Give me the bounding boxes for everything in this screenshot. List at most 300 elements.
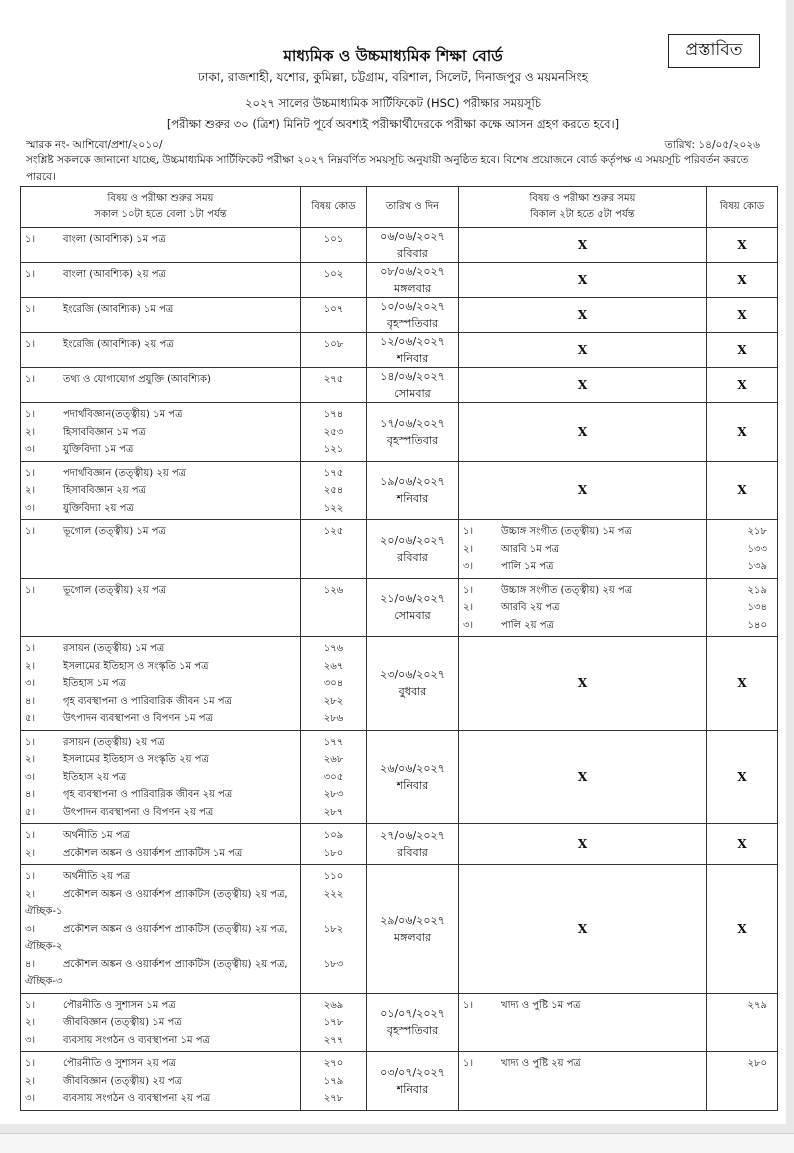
serial-number: ২।: [25, 426, 36, 438]
exam-date: ০৬/০৬/২০২৭: [380, 230, 445, 243]
subject-cell: [21, 403, 301, 462]
subject-code: ১৮২: [323, 923, 344, 935]
exam-date: ১৭/০৬/২০২৭: [380, 416, 445, 430]
subject-code: ২৫৩: [323, 426, 344, 438]
subject-line: [25, 956, 296, 991]
subject-name: জীববিজ্ঞান (তত্ত্বীয়) ২য় পত্র: [63, 1075, 182, 1087]
subject-line: [25, 441, 296, 459]
subject-cell: [21, 263, 301, 298]
subject-name: আরবি ১ম পত্র: [501, 543, 560, 555]
table-row: [21, 824, 778, 865]
serial-number: ৪।: [25, 695, 36, 707]
date-day-header: তারিখ ও দিন: [367, 187, 459, 228]
subject-list: [459, 579, 706, 637]
subject-list: [21, 403, 300, 461]
code-cell: [707, 578, 778, 637]
subject-name: খাদ্য ও পুষ্টি ১ম পত্র: [501, 999, 581, 1011]
exam-date: ২৬/০৬/২০২৭: [380, 761, 445, 775]
subject-name: ব্যবসায় সংগঠন ও ব্যবস্থাপনা ২য় পত্র: [63, 1093, 211, 1104]
subject-code: ১৮৩: [323, 958, 344, 970]
subject-list: [21, 333, 300, 356]
issue-date: তারিখ: ১৪/০৫/২০২৬: [664, 139, 760, 151]
subject-list: [21, 263, 300, 286]
notice-text: সংশ্লিষ্ট সকলকে জানানো যাচ্ছে, উচ্চমাধ্যমিক সার্টিফিকেট পরীক্ষা ২০২৭ নিম্নবর্ণিত সময়সূচি অনুযায়ী অনুষ্ঠিত হবে। বিশেষ প্রয়োজনে বোর্ড কর্তৃপক্ষ এ সময়সূচি পরিবর্তন করতে পারবে।: [26, 154, 749, 183]
subject-code: ১২৫: [323, 526, 344, 537]
subject-code: ২৬৯: [323, 999, 344, 1011]
subject-line: [25, 769, 296, 787]
exam-date: ২০/০৬/২০২৭: [380, 533, 445, 547]
subject-list: [21, 865, 300, 993]
table-row: [21, 993, 778, 1052]
afternoon-subject-header: [459, 187, 707, 228]
subject-code: ১০৮: [323, 339, 344, 350]
subject-name: হিসাববিজ্ঞান ২য় পত্র: [63, 485, 146, 496]
date-day-cell: [367, 993, 459, 1052]
exam-instruction: [পরীক্ষা শুরুর ৩০ (ত্রিশ) মিনিট পূর্বে অবশ্যই পরীক্ষার্থীদেরকে পরীক্ষা কক্ষে আসন গ্রহণ করতে হবে।]: [166, 117, 620, 131]
subject-line: [25, 658, 296, 676]
subject-line: [25, 827, 296, 845]
no-exam-code-mark: X: [707, 333, 778, 368]
serial-number: ২।: [25, 660, 36, 672]
date-day-cell: [367, 578, 459, 637]
proposed-badge: প্রস্তাবিত: [668, 34, 760, 68]
schedule-body: [21, 228, 778, 1111]
exam-day: শনিবার: [396, 778, 429, 792]
subject-code: ২৮২: [323, 695, 344, 707]
serial-number: ৩।: [25, 771, 36, 783]
date-day-cell: [367, 865, 459, 994]
subject-list: [21, 579, 300, 602]
subject-cell: [21, 865, 301, 994]
subject-line: [25, 406, 296, 424]
subject-name: আরবি ২য় পত্র: [501, 602, 560, 613]
exam-date: ২৩/০৬/২০২৭: [380, 668, 445, 682]
subject-name: ভূগোল (তত্ত্বীয়) ১ম পত্র: [63, 526, 166, 537]
subject-code: ২৮৩: [323, 789, 344, 800]
subject-name: গৃহ ব্যবস্থাপনা ও পারিবারিক জীবন ১ম পত্র: [63, 695, 232, 707]
exam-day: বৃহস্পতিবার: [386, 1024, 439, 1038]
subject-code: ২৭৭: [323, 1034, 344, 1046]
subject-list: [21, 731, 300, 824]
no-exam-mark: X: [459, 865, 707, 994]
serial-number: ১।: [25, 584, 36, 596]
subject-cell: [21, 578, 301, 637]
exam-date: ২৯/০৬/২০২৭: [380, 913, 445, 927]
table-row: [21, 263, 778, 298]
subject-code: ১৭৬: [323, 643, 344, 654]
subject-list: [21, 298, 300, 321]
subject-code: ১৩৪: [747, 602, 767, 613]
serial-number: ১।: [25, 999, 36, 1011]
subject-cell: [21, 298, 301, 333]
subject-name: প্রকৌশল অঙ্কন ও ওয়ার্কশপ প্র্যাকটিস (তত্ত্বীয়) ২য় পত্র, ঐচ্ছিক-২: [25, 923, 288, 952]
subject-line: [25, 500, 296, 518]
code-cell: [301, 298, 367, 333]
code-list: [301, 579, 366, 602]
no-exam-mark: X: [459, 461, 707, 520]
no-exam-mark: X: [459, 368, 707, 403]
subject-cell: [459, 1052, 707, 1111]
subject-line: [25, 751, 296, 769]
subject-name: ব্যবসায় সংগঠন ও ব্যবস্থাপনা ১ম পত্র: [63, 1034, 210, 1046]
serial-number: ৩।: [25, 502, 36, 514]
subject-line: [25, 804, 296, 822]
code-cell: [301, 993, 367, 1052]
morning-header-line2: সকাল ১০টা হতে বেলা ১টা পর্যন্ত: [94, 209, 227, 220]
code-cell: [301, 368, 367, 403]
serial-number: ১।: [463, 584, 474, 596]
code-cell: [301, 228, 367, 263]
subject-line: [25, 523, 296, 541]
no-exam-code-mark: X: [707, 461, 778, 520]
code-cell: [707, 993, 778, 1052]
exam-day: সোমবার: [394, 387, 431, 400]
date-day-cell: [367, 824, 459, 865]
code-cell: [301, 403, 367, 462]
subject-code: ১৮০: [323, 847, 344, 859]
serial-number: ৩।: [25, 1093, 36, 1104]
subject-cell: [21, 461, 301, 520]
subject-name: হিসাববিজ্ঞান ১ম পত্র: [63, 426, 146, 438]
code-cell: [707, 520, 778, 579]
serial-number: ১।: [25, 304, 36, 315]
subject-code: ১৭৮: [323, 1017, 344, 1028]
subject-cell: [459, 993, 707, 1052]
subject-code: ১২১: [323, 444, 344, 455]
code-list: [301, 520, 366, 543]
code-cell: [301, 637, 367, 731]
table-row: [21, 520, 778, 579]
subject-line: [25, 693, 296, 711]
subject-name: খাদ্য ও পুষ্টি ২য় পত্র: [501, 1058, 581, 1069]
subject-name: ইংরেজি (আবশ্যিক) ২য় পত্র: [63, 339, 174, 350]
serial-number: ৩।: [463, 619, 474, 631]
subject-list: [21, 637, 300, 730]
board-cities: ঢাকা, রাজশাহী, যশোর, কুমিল্লা, চট্টগ্রাম, বরিশাল, সিলেট, দিনাজপুর ও ময়মনসিংহ: [198, 70, 588, 84]
subject-code: ১০৭: [323, 304, 344, 315]
code-list: [707, 1052, 777, 1075]
serial-number: ১।: [25, 234, 36, 245]
code-cell: [301, 824, 367, 865]
subject-code: ১৩৯: [747, 561, 767, 572]
subject-line: [463, 1055, 702, 1073]
serial-number: ১।: [25, 409, 36, 420]
subject-name: ইতিহাস ২য় পত্র: [63, 771, 127, 783]
date-day-cell: [367, 368, 459, 403]
subject-list: [459, 994, 706, 1017]
exam-day: বুধবার: [398, 685, 427, 699]
subject-list: [459, 1052, 706, 1075]
subject-line: [25, 786, 296, 804]
subject-cell: [21, 520, 301, 579]
subject-code: ২৭৮: [323, 1093, 344, 1104]
memo-number: স্মারক নং- আশিবো/প্রশা/২০১০/: [26, 139, 163, 151]
subject-name: উৎপাদন ব্যবস্থাপনা ও বিপণন ১ম পত্র: [63, 713, 213, 724]
subject-line: [25, 1032, 296, 1050]
serial-number: ২।: [25, 1017, 36, 1028]
subject-line: [25, 640, 296, 658]
subject-list: [21, 462, 300, 520]
subject-list: [21, 368, 300, 391]
no-exam-mark: X: [459, 637, 707, 731]
table-row: [21, 403, 778, 462]
code-list: [301, 263, 366, 286]
subject-name: পৌরনীতি ও সুশাসন ১ম পত্র: [63, 999, 176, 1011]
table-row: [21, 730, 778, 824]
subject-cell: [21, 730, 301, 824]
serial-number: ২।: [25, 754, 36, 765]
no-exam-mark: X: [459, 298, 707, 333]
subject-line: [463, 558, 702, 576]
subject-line: [25, 371, 296, 389]
code-list: [707, 520, 777, 578]
subject-cell: [21, 824, 301, 865]
exam-day: শনিবার: [396, 1082, 429, 1096]
date-day-cell: [367, 461, 459, 520]
subject-name: উৎপাদন ব্যবস্থাপনা ও বিপণন ২য় পত্র: [63, 806, 214, 818]
subject-cell: [21, 333, 301, 368]
morning-header-line1: বিষয় ও পরীক্ষা শুরুর সময়: [107, 193, 214, 204]
subject-code: ১২৬: [323, 584, 344, 596]
no-exam-code-mark: X: [707, 263, 778, 298]
subject-name: প্রকৌশল অঙ্কন ও ওয়ার্কশপ প্র্যাকটিস ১ম পত্র: [63, 847, 243, 859]
exam-day: রবিবার: [397, 247, 428, 260]
subject-cell: [21, 637, 301, 731]
code-header: বিষয় কোড: [301, 187, 367, 228]
subject-line: [25, 482, 296, 500]
no-exam-code-mark: X: [707, 730, 778, 824]
subject-line: [463, 997, 702, 1015]
table-row: [21, 368, 778, 403]
subject-line: [25, 582, 296, 600]
exam-date: ২১/০৬/২০২৭: [380, 592, 445, 606]
subject-name: পালি ২য় পত্র: [501, 619, 554, 631]
exam-day: মঙ্গলবার: [394, 930, 431, 944]
date-day-cell: [367, 333, 459, 368]
subject-name: ইসলামের ইতিহাস ও সংস্কৃতি ২য় পত্র: [63, 754, 209, 765]
table-row: [21, 865, 778, 994]
serial-number: ৩।: [25, 923, 36, 935]
subject-line: [25, 868, 296, 886]
subject-code: ২১৮: [747, 526, 767, 537]
exam-date: ১০/০৬/২০২৭: [380, 300, 445, 313]
subject-code: ২২২: [323, 888, 344, 900]
serial-number: ১।: [25, 871, 36, 882]
date-day-cell: [367, 228, 459, 263]
serial-number: ২।: [25, 888, 36, 900]
subject-code: ১৪০: [747, 619, 767, 631]
subject-list: [459, 520, 706, 578]
subject-name: পালি ১ম পত্র: [501, 561, 554, 572]
code-list: [301, 333, 366, 356]
no-exam-code-mark: X: [707, 298, 778, 333]
subject-name: প্রকৌশল অঙ্কন ও ওয়ার্কশপ প্র্যাকটিস (তত্ত্বীয়) ২য় পত্র, ঐচ্ছিক-১: [25, 888, 288, 917]
code-cell: [301, 333, 367, 368]
code-cell: [301, 520, 367, 579]
subject-code: ২১৯: [747, 584, 767, 596]
serial-number: ৩।: [25, 1034, 36, 1046]
exam-day: রবিবার: [397, 846, 428, 859]
no-exam-code-mark: X: [707, 368, 778, 403]
exam-date: ০৮/০৬/২০২৭: [380, 265, 445, 278]
code-list: [301, 1052, 366, 1110]
subject-code: ৩০৪: [323, 678, 344, 689]
exam-day: সোমবার: [394, 609, 431, 623]
no-exam-code-mark: X: [707, 637, 778, 731]
afternoon-header-line2: বিকাল ২টা হতে ৫টা পর্যন্ত: [530, 209, 635, 220]
code-cell: [301, 730, 367, 824]
serial-number: ৪।: [25, 958, 36, 970]
no-exam-code-mark: X: [707, 403, 778, 462]
subject-line: [25, 1014, 296, 1032]
serial-number: ১।: [463, 1058, 474, 1069]
subject-name: রসায়ন (তত্ত্বীয়) ১ম পত্র: [63, 643, 165, 654]
no-exam-code-mark: X: [707, 824, 778, 865]
date-day-cell: [367, 298, 459, 333]
code-list: [301, 403, 366, 461]
table-row: [21, 461, 778, 520]
serial-number: ১।: [25, 736, 36, 748]
subject-cell: [21, 228, 301, 263]
subject-name: জীববিজ্ঞান (তত্ত্বীয়) ১ম পত্র: [63, 1017, 182, 1028]
subject-name: গৃহ ব্যবস্থাপনা ও পারিবারিক জীবন ২য় পত্র: [63, 789, 233, 800]
subject-line: [463, 541, 702, 559]
serial-number: ১।: [463, 999, 474, 1011]
subject-line: [25, 336, 296, 354]
subject-name: পদার্থবিজ্ঞান (তত্ত্বীয়) ২য় পত্র: [63, 467, 187, 479]
serial-number: ১।: [25, 339, 36, 350]
date-day-cell: [367, 403, 459, 462]
code-cell: [301, 263, 367, 298]
subject-list: [21, 824, 300, 864]
serial-number: ২।: [463, 543, 474, 555]
table-header-row: [21, 187, 778, 228]
no-exam-mark: X: [459, 228, 707, 263]
exam-date: ০১/০৭/২০২৭: [380, 1007, 445, 1021]
subject-cell: [21, 368, 301, 403]
afternoon-header-line1: বিষয় ও পরীক্ষা শুরুর সময়: [529, 193, 636, 204]
subject-code: ২৮৭: [323, 806, 344, 818]
subject-line: [463, 523, 702, 541]
subject-cell: [459, 578, 707, 637]
subject-line: [25, 1055, 296, 1073]
serial-number: ১।: [25, 269, 36, 280]
exam-date: ১২/০৬/২০২৭: [380, 335, 445, 348]
subject-list: [21, 994, 300, 1052]
morning-subject-header: [21, 187, 301, 228]
subject-code: ১৭৯: [323, 1075, 344, 1087]
subject-line: [25, 886, 296, 921]
subject-line: [25, 1073, 296, 1091]
subject-line: [25, 997, 296, 1015]
subject-name: প্রকৌশল অঙ্কন ও ওয়ার্কশপ প্র্যাকটিস (তত্ত্বীয়) ২য় পত্র, ঐচ্ছিক-৩: [25, 958, 288, 987]
code-list: [707, 994, 777, 1017]
subject-code: ৩০৫: [323, 771, 344, 783]
exam-day: শনিবার: [396, 492, 429, 506]
subject-line: [463, 617, 702, 635]
subject-line: [25, 465, 296, 483]
serial-number: ২।: [25, 485, 36, 496]
date-day-cell: [367, 1052, 459, 1111]
serial-number: ১।: [25, 643, 36, 654]
code-list: [301, 462, 366, 520]
subject-code: ১০১: [323, 234, 344, 245]
exam-date: ২৭/০৬/২০২৭: [380, 829, 445, 842]
serial-number: ৫।: [25, 713, 36, 724]
table-row: [21, 298, 778, 333]
code-list: [301, 731, 366, 824]
serial-number: ১।: [25, 467, 36, 479]
exam-day: মঙ্গলবার: [394, 282, 431, 295]
subject-code: ১২২: [323, 502, 344, 514]
serial-number: ১।: [25, 526, 36, 537]
subject-line: [25, 424, 296, 442]
date-day-cell: [367, 520, 459, 579]
subject-code: ২৮০: [747, 1058, 767, 1069]
subject-line: [25, 231, 296, 249]
subject-line: [25, 710, 296, 728]
subject-name: তথ্য ও যোগাযোগ প্রযুক্তি (আবশ্যিক): [63, 374, 211, 385]
subject-code: ১৭৪: [323, 409, 344, 420]
subject-line: [25, 734, 296, 752]
serial-number: ৩।: [25, 678, 36, 689]
code-list: [707, 579, 777, 637]
table-row: [21, 637, 778, 731]
subject-name: অর্থনীতি ১ম পত্র: [63, 830, 130, 841]
subject-code: ২৮৬: [323, 713, 344, 724]
subject-list: [21, 1052, 300, 1110]
afternoon-code-header: বিষয় কোড: [707, 187, 778, 228]
subject-code: ১৩৩: [747, 543, 767, 555]
subject-name: অর্থনীতি ২য় পত্র: [63, 871, 131, 882]
no-exam-mark: X: [459, 263, 707, 298]
exam-day: বৃহস্পতিবার: [386, 317, 439, 330]
exam-date: ০৩/০৭/২০২৭: [380, 1065, 445, 1079]
code-cell: [301, 1052, 367, 1111]
board-title: মাধ্যমিক ও উচ্চমাধ্যমিক শিক্ষা বোর্ড: [283, 47, 503, 65]
exam-date: ১৪/০৬/২০২৭: [380, 370, 445, 383]
exam-day: বৃহস্পতিবার: [386, 433, 439, 447]
subject-cell: [459, 520, 707, 579]
subject-name: উচ্চাঙ্গ সংগীত (তত্ত্বীয়) ২য় পত্র: [501, 584, 633, 596]
subject-line: [463, 599, 702, 617]
serial-number: ২।: [463, 602, 474, 613]
subject-line: [25, 301, 296, 319]
subject-line: [25, 675, 296, 693]
code-list: [301, 298, 366, 321]
serial-number: ২।: [25, 847, 36, 859]
exam-schedule-table: [20, 186, 778, 1111]
subject-code: ২৬৮: [323, 754, 344, 765]
no-exam-code-mark: X: [707, 228, 778, 263]
no-exam-code-mark: X: [707, 865, 778, 994]
code-list: [301, 368, 366, 391]
no-exam-mark: X: [459, 333, 707, 368]
code-list: [301, 994, 366, 1052]
subject-name: উচ্চাঙ্গ সংগীত (তত্ত্বীয়) ১ম পত্র: [501, 526, 632, 537]
subject-code: ২৭৯: [747, 999, 767, 1011]
code-list: [301, 824, 366, 864]
subject-code: ১৭৫: [323, 467, 344, 479]
subject-list: [21, 228, 300, 251]
subject-code: ১০২: [323, 269, 344, 280]
subject-code: ২৫৪: [323, 485, 344, 496]
no-exam-mark: X: [459, 824, 707, 865]
subject-name: ইসলামের ইতিহাস ও সংস্কৃতি ১ম পত্র: [63, 660, 209, 672]
subject-name: ভূগোল (তত্ত্বীয়) ২য় পত্র: [63, 584, 167, 596]
table-row: [21, 228, 778, 263]
no-exam-mark: X: [459, 730, 707, 824]
